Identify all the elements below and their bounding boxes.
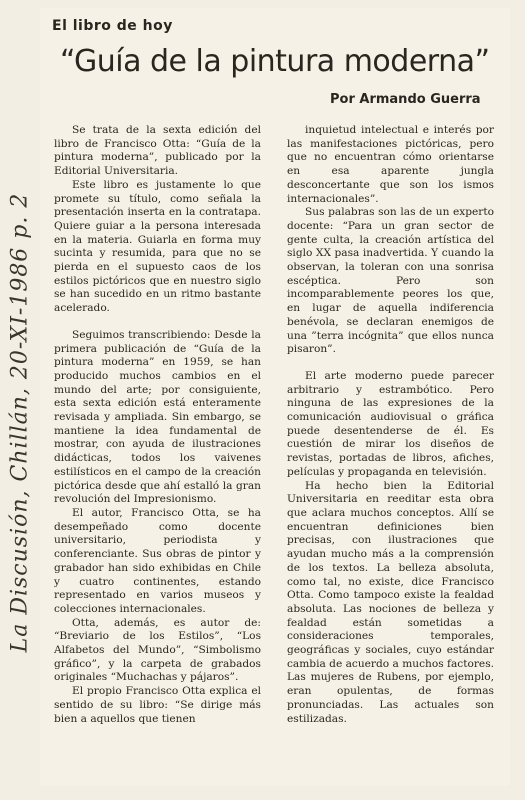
paragraph: Sus palabras son las de un experto docente: “Para un gran sector de gente culta, la creación artística del siglo XX pasa inadvertida. Y cuando la observan, la toleran con una sonrisa escéptica. Pero son incomparablemente peores los que, en lugar de aquella indiferencia benévola, se declaran enemigos de una ”terra incógnita” que ellos nunca pisaron”. (287, 206, 494, 356)
article-column-left (54, 124, 261, 726)
paragraph: El arte moderno puede parecer arbitrario y estrambótico. Pero ninguna de las expresiones de la comunicación audiovisual o gráfica puede desentenderse de él. Es cuestión de mirar los diseños de revistas, portadas de libros, afiches, películas y propaganda en televisión. (287, 369, 494, 478)
paragraph: El autor, Francisco Otta, se ha desempeñado como docente universitario, periodista y conferenciante. Sus obras de pintor y grabador han sido exhibidas en Chile y cuatro continentes, estando representado en varios museos y colecciones internacionales. (54, 506, 261, 615)
article-byline: Por Armando Guerra (330, 92, 481, 107)
paragraph: Ha hecho bien la Editorial Universitaria en reeditar esta obra que aclara muchos conceptos. Allí se encuentran definiciones bien precisas, con ilustraciones que ayudan mucho más a la comprensión de los textos. La belleza absoluta, como tal, no existe, dice Francisco Otta. Como tampoco existe la fealdad absoluta. Las nociones de belleza y fealdad están sometidas a consideraciones temporales, geográficas y sociales, cuyo estándar cambia de acuerdo a muchos factores. Las mujeres de Rubens, por ejemplo, eran opulentas, de formas pronunciadas. Las actuales son estilizadas. (287, 479, 494, 725)
paragraph: Otta, además, es autor de: “Breviario de los Estilos”, “Los Alfabetos del Mundo”, “Simbolismo gráfico”, y la carpeta de grabados originales “Muchachas y pájaros”. (54, 616, 261, 684)
handwritten-annotation: La Discusión, Chillán, 20-XI-1986 p. 2 (7, 192, 33, 653)
paragraph: Se trata de la sexta edición del libro de Francisco Otta: “Guía de la pintura moderna”, publicado por la Editorial Universitaria. (54, 124, 261, 178)
paragraph: inquietud intelectual e interés por las manifestaciones pictóricas, pero que no encuentran cómo orientarse en esa aparente jungla desconcertante que son los ismos internacionales”. (287, 124, 494, 205)
paragraph: Seguimos transcribiendo: Desde la primera publicación de “Guía de la pintura moderna” en 1959, se han producido muchos cambios en el mundo del arte; por consiguiente, esta sexta edición está enteramente revisada y ampliada. Sin embargo, se mantiene la idea fundamental de mostrar, con ayuda de ilustraciones didácticas, todos los vaivenes estilísticos en el campo de la creación pictórica desde que ahí estalló la gran revolución del Impresionismo. (54, 328, 261, 506)
article-column-right (287, 124, 494, 726)
article-headline: “Guía de la pintura moderna” (60, 44, 490, 79)
section-kicker: El libro de hoy (52, 18, 173, 34)
paragraph: Este libro es justamente lo que promete su título, como señala la presentación inserta en la contratapa. Quiere guiar a la persona interesada en la materia. Guiarla en forma muy sucinta y resumida, para que no se pierda en el supuesto caos de los estilos pictóricos que en nuestro siglo se han sucedido en un ritmo bastante acelerado. (54, 178, 261, 315)
paragraph: El propio Francisco Otta explica el sentido de su libro: “Se dirige más bien a aquellos que tienen (54, 685, 261, 725)
